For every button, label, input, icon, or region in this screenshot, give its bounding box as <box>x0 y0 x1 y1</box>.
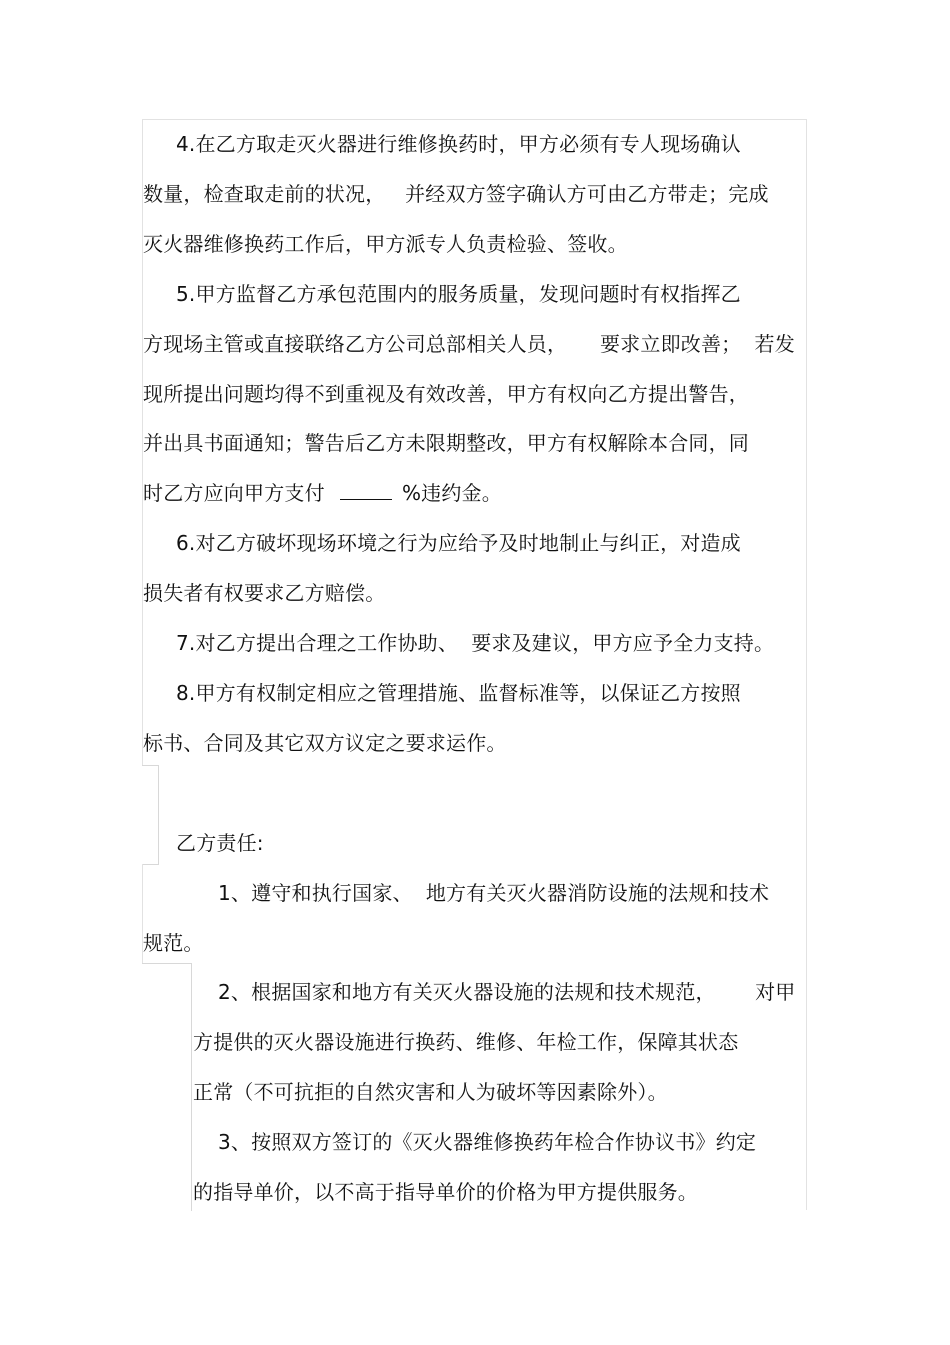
b-clause-3-line-1: 3、按照双方签订的《灭火器维修换药年检合作协议书》约定 <box>218 1130 757 1154</box>
clause-5-line-5-suffix: %违约金。 <box>401 481 502 505</box>
clause-4-line-3: 灭火器维修换药工作后，甲方派专人负责检验、签收。 <box>143 232 628 256</box>
section-bracket <box>142 765 159 865</box>
clause-4-line-2: 数量，检查取走前的状况， 并经双方签字确认方可由乙方带走；完成 <box>143 182 769 206</box>
clause-8-line-1: 8.甲方有权制定相应之管理措施、监督标准等，以保证乙方按照 <box>176 681 741 705</box>
clause-5-line-3: 现所提出问题均得不到重视及有效改善，甲方有权向乙方提出警告， <box>143 382 749 406</box>
b-clause-2-line-3: 正常（不可抗拒的自然灾害和人为破坏等因素除外）。 <box>193 1080 668 1104</box>
b-clause-1-line-2: 规范。 <box>143 931 204 955</box>
clause-7-line-1: 7.对乙方提出合理之工作协助、 要求及建议，甲方应予全力支持。 <box>176 631 775 655</box>
page-frame-right <box>806 120 807 1210</box>
b-clause-3-line-2: 的指导单价，以不高于指导单价的价格为甲方提供服务。 <box>193 1180 698 1204</box>
clause-4-line-1: 4.在乙方取走灭火器进行维修换药时，甲方必须有专人现场确认 <box>176 132 741 156</box>
page-frame-top <box>142 119 807 120</box>
clause-5-line-5 <box>143 479 502 507</box>
clause-6-line-2: 损失者有权要求乙方赔偿。 <box>143 581 386 605</box>
page-frame-left <box>191 963 192 1211</box>
clause-5-line-4: 并出具书面通知；警告后乙方未限期整改，甲方有权解除本合同，同 <box>143 431 749 455</box>
clause-6-line-1: 6.对乙方破坏现场环境之行为应给予及时地制止与纠正，对造成 <box>176 531 741 555</box>
party-b-heading: 乙方责任: <box>176 831 264 855</box>
clause-5-line-2: 方现场主管或直接联络乙方公司总部相关人员， 要求立即改善； 若发 <box>143 332 795 356</box>
b-clause-1-line-1: 1、遵守和执行国家、 地方有关灭火器消防设施的法规和技术 <box>218 881 770 905</box>
clause-5-line-5-text: 时乙方应向甲方支付 <box>143 481 325 505</box>
section-bracket <box>142 963 191 964</box>
clause-8-line-2: 标书、合同及其它双方议定之要求运作。 <box>143 731 507 755</box>
clause-5-line-1: 5.甲方监督乙方承包范围内的服务质量，发现问题时有权指挥乙 <box>176 282 741 306</box>
b-clause-2-line-2: 方提供的灭火器设施进行换药、维修、年检工作，保障其状态 <box>193 1030 739 1054</box>
penalty-percent-blank[interactable] <box>340 481 392 500</box>
b-clause-2-line-1: 2、根据国家和地方有关灭火器设施的法规和技术规范， 对甲 <box>218 980 796 1004</box>
